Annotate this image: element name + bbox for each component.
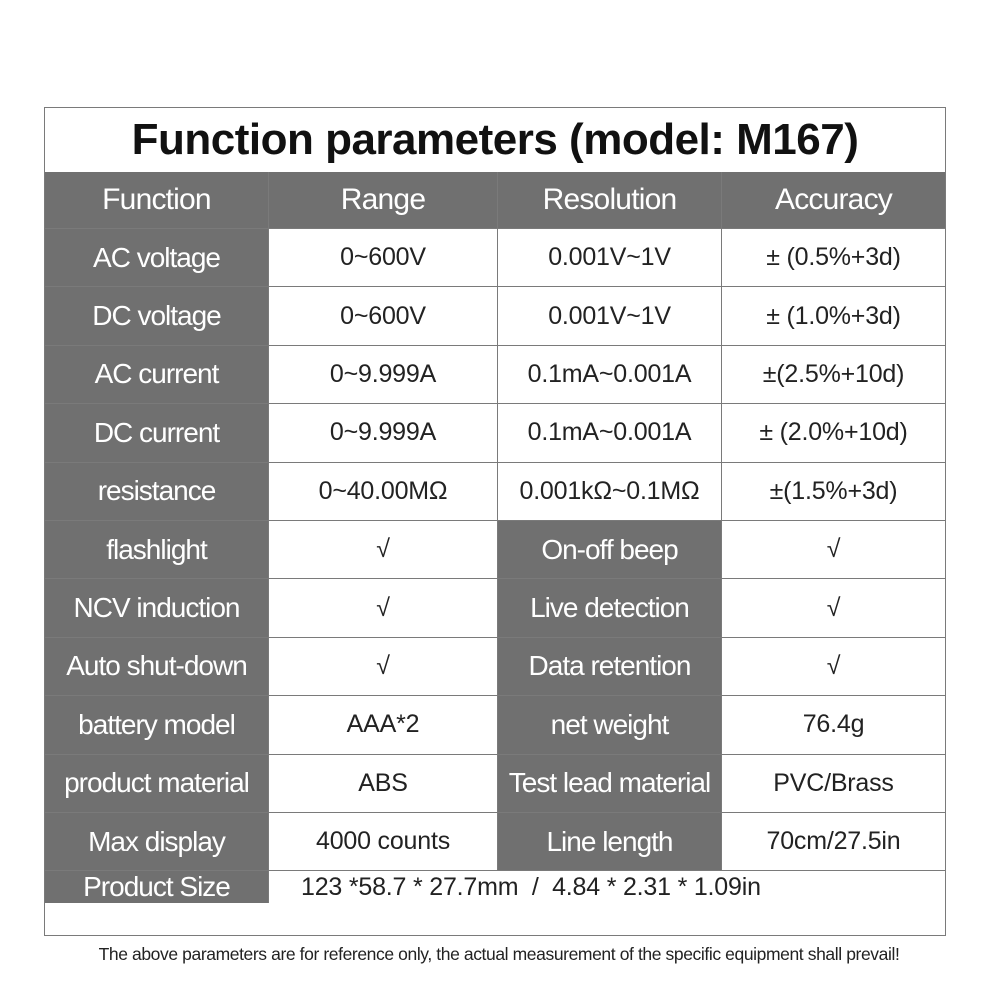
header-function: Function: [45, 172, 269, 229]
function-label: AC voltage: [45, 229, 269, 287]
resolution-value: 0.001V~1V: [498, 229, 722, 287]
accuracy-value: ± (1.0%+3d): [722, 287, 945, 345]
range-value: 0~600V: [269, 229, 498, 287]
product-size-value: 123 *58.7 * 27.7mm / 4.84 * 2.31 * 1.09in: [269, 871, 945, 903]
feature-value: 4000 counts: [269, 813, 498, 871]
feature-label: Auto shut-down: [45, 638, 269, 696]
spec-table: [45, 172, 945, 903]
header-range: Range: [269, 172, 498, 229]
resolution-value: 0.1mA~0.001A: [498, 404, 722, 462]
feature-label: NCV induction: [45, 579, 269, 637]
range-value: 0~600V: [269, 287, 498, 345]
feature-label: Max display: [45, 813, 269, 871]
range-value: 0~9.999A: [269, 404, 498, 462]
feature-label: Line length: [498, 813, 722, 871]
check-mark: √: [269, 579, 498, 637]
feature-label: On-off beep: [498, 521, 722, 579]
feature-value: ABS: [269, 755, 498, 813]
sheet-title: Function parameters (model: M167): [131, 115, 859, 164]
accuracy-value: ± (2.0%+10d): [722, 404, 945, 462]
feature-label: battery model: [45, 696, 269, 754]
check-mark: √: [722, 638, 945, 696]
feature-label: flashlight: [45, 521, 269, 579]
feature-label: Data retention: [498, 638, 722, 696]
feature-value: PVC/Brass: [722, 755, 945, 813]
feature-label: Live detection: [498, 579, 722, 637]
check-mark: √: [269, 521, 498, 579]
feature-label: Test lead material: [498, 755, 722, 813]
check-mark: √: [269, 638, 498, 696]
range-value: 0~9.999A: [269, 346, 498, 404]
function-label: DC voltage: [45, 287, 269, 345]
resolution-value: 0.001V~1V: [498, 287, 722, 345]
product-size-label: Product Size: [45, 871, 269, 903]
function-label: AC current: [45, 346, 269, 404]
header-resolution: Resolution: [498, 172, 722, 229]
feature-value: AAA*2: [269, 696, 498, 754]
function-label: resistance: [45, 463, 269, 521]
check-mark: √: [722, 521, 945, 579]
range-value: 0~40.00MΩ: [269, 463, 498, 521]
reference-footnote: The above parameters are for reference only, the actual measurement of the specific equipment shall prevail!: [98, 944, 900, 964]
resolution-value: 0.001kΩ~0.1MΩ: [498, 463, 722, 521]
accuracy-value: ± (0.5%+3d): [722, 229, 945, 287]
header-accuracy: Accuracy: [722, 172, 945, 229]
accuracy-value: ±(2.5%+10d): [722, 346, 945, 404]
accuracy-value: ±(1.5%+3d): [722, 463, 945, 521]
check-mark: √: [722, 579, 945, 637]
feature-value: 70cm/27.5in: [722, 813, 945, 871]
feature-value: 76.4g: [722, 696, 945, 754]
function-label: DC current: [45, 404, 269, 462]
feature-label: net weight: [498, 696, 722, 754]
feature-label: product material: [45, 755, 269, 813]
spec-sheet: [44, 107, 946, 936]
resolution-value: 0.1mA~0.001A: [498, 346, 722, 404]
